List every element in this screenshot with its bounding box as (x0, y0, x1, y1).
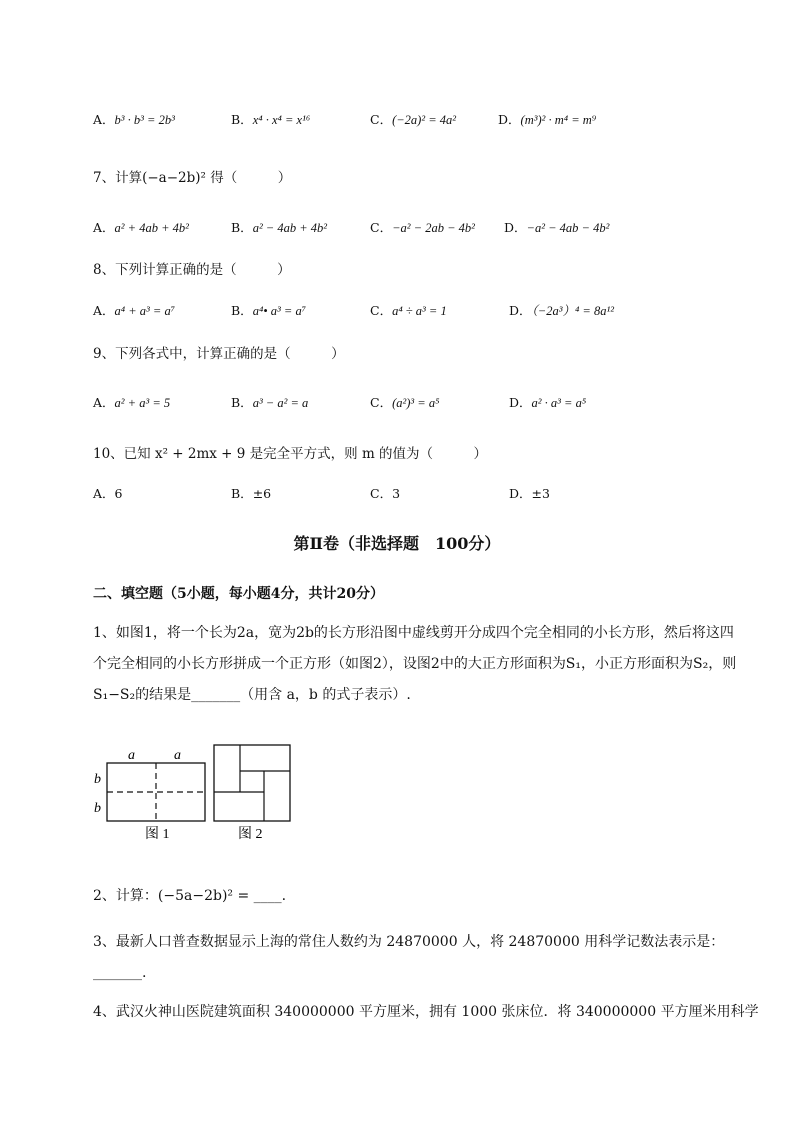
q10-option-c: C．3 (370, 486, 401, 501)
q10-stem: 10、已知 x² + 2mx + 9 是完全平方式，则 m 的值为（ ） (93, 446, 488, 462)
q9-option-a: A．a² + a³ = 5 (93, 395, 171, 410)
q6-option-b: B．x⁴ · x⁴ = x¹⁶ (231, 112, 311, 127)
figure-1 (94, 748, 205, 842)
figure-1-label-b-top: b (94, 772, 101, 787)
q8-option-a: A．a⁴ + a³ = a⁷ (93, 303, 176, 318)
q6-option-c: C．(−2a)² = 4a² (370, 112, 457, 127)
q8-option-b: B．a⁴• a³ = a⁷ (231, 303, 307, 318)
q8-stem: 8、下列计算正确的是（ ） (93, 262, 291, 278)
fill-question-4: 4、武汉火神山医院建筑面积 340000000 平方厘米，拥有 1000 张床位．将 340000000 平方厘米用科学 (93, 1004, 759, 1020)
q9-option-c: C．(a²)³ = a⁵ (370, 395, 440, 410)
q7-option-b: B．a² − 4ab + 4b² (231, 220, 328, 235)
q7-option-d: D．−a² − 4ab − 4b² (504, 220, 610, 235)
figure-1-label-b-bottom: b (94, 801, 101, 816)
q10-option-d: D．±3 (509, 486, 550, 501)
fill-question-1: 1、如图1，将一个长为2a，宽为2b的长方形沿图中虚线剪开分成四个完全相同的小长方形，然后将这四个完全相同的小长方形拼成一个正方形（如图2），设图2中的大正方形面积为S₁，小正方形面积为S₂，则S₁−S₂的结果是_______（用含 a，b 的式子表示）. (93, 625, 737, 703)
q7-option-c: C．−a² − 2ab − 4b² (370, 220, 475, 235)
q6-option-d: D．(m³)² · m⁴ = m⁹ (498, 112, 597, 127)
q9-stem: 9、下列各式中，计算正确的是（ ） (93, 346, 345, 362)
figure-2 (214, 745, 290, 842)
part2-title: 二、填空题（5小题，每小题4分，共计20分） (93, 586, 384, 602)
q8-option-c: C．a⁴ ÷ a³ = 1 (370, 303, 447, 318)
figure-1-caption: 图 1 (145, 827, 170, 842)
figure-1-label-a-right: a (174, 748, 181, 763)
figure-2-big-square (214, 745, 290, 821)
figure-1-label-a-left: a (128, 748, 135, 763)
q8-option-d: D．（−2a³）⁴ = 8a¹² (509, 303, 614, 318)
q7-option-a: A．a² + 4ab + 4b² (93, 220, 189, 235)
rectangle-figures (90, 742, 300, 844)
q9-option-b: B．a³ − a² = a (231, 395, 309, 410)
fill-question-2: 2、计算：(−5a−2b)² = ____. (93, 888, 287, 904)
q10-option-b: B．±6 (231, 486, 272, 501)
q6-option-a: A．b³ · b³ = 2b³ (93, 112, 175, 127)
section-title: 第Ⅱ卷（非选择题 100分） (293, 534, 501, 553)
fill-question-3: 3、最新人口普查数据显示上海的常住人数约为 24870000 人，将 24870000 用科学记数法表示是：_______. (93, 934, 725, 981)
q9-option-d: D．a² · a³ = a⁵ (509, 395, 587, 410)
figure-2-caption: 图 2 (238, 827, 263, 842)
q7-stem: 7、计算(−a−2b)² 得（ ） (93, 170, 292, 186)
q10-option-a: A．6 (93, 486, 123, 501)
